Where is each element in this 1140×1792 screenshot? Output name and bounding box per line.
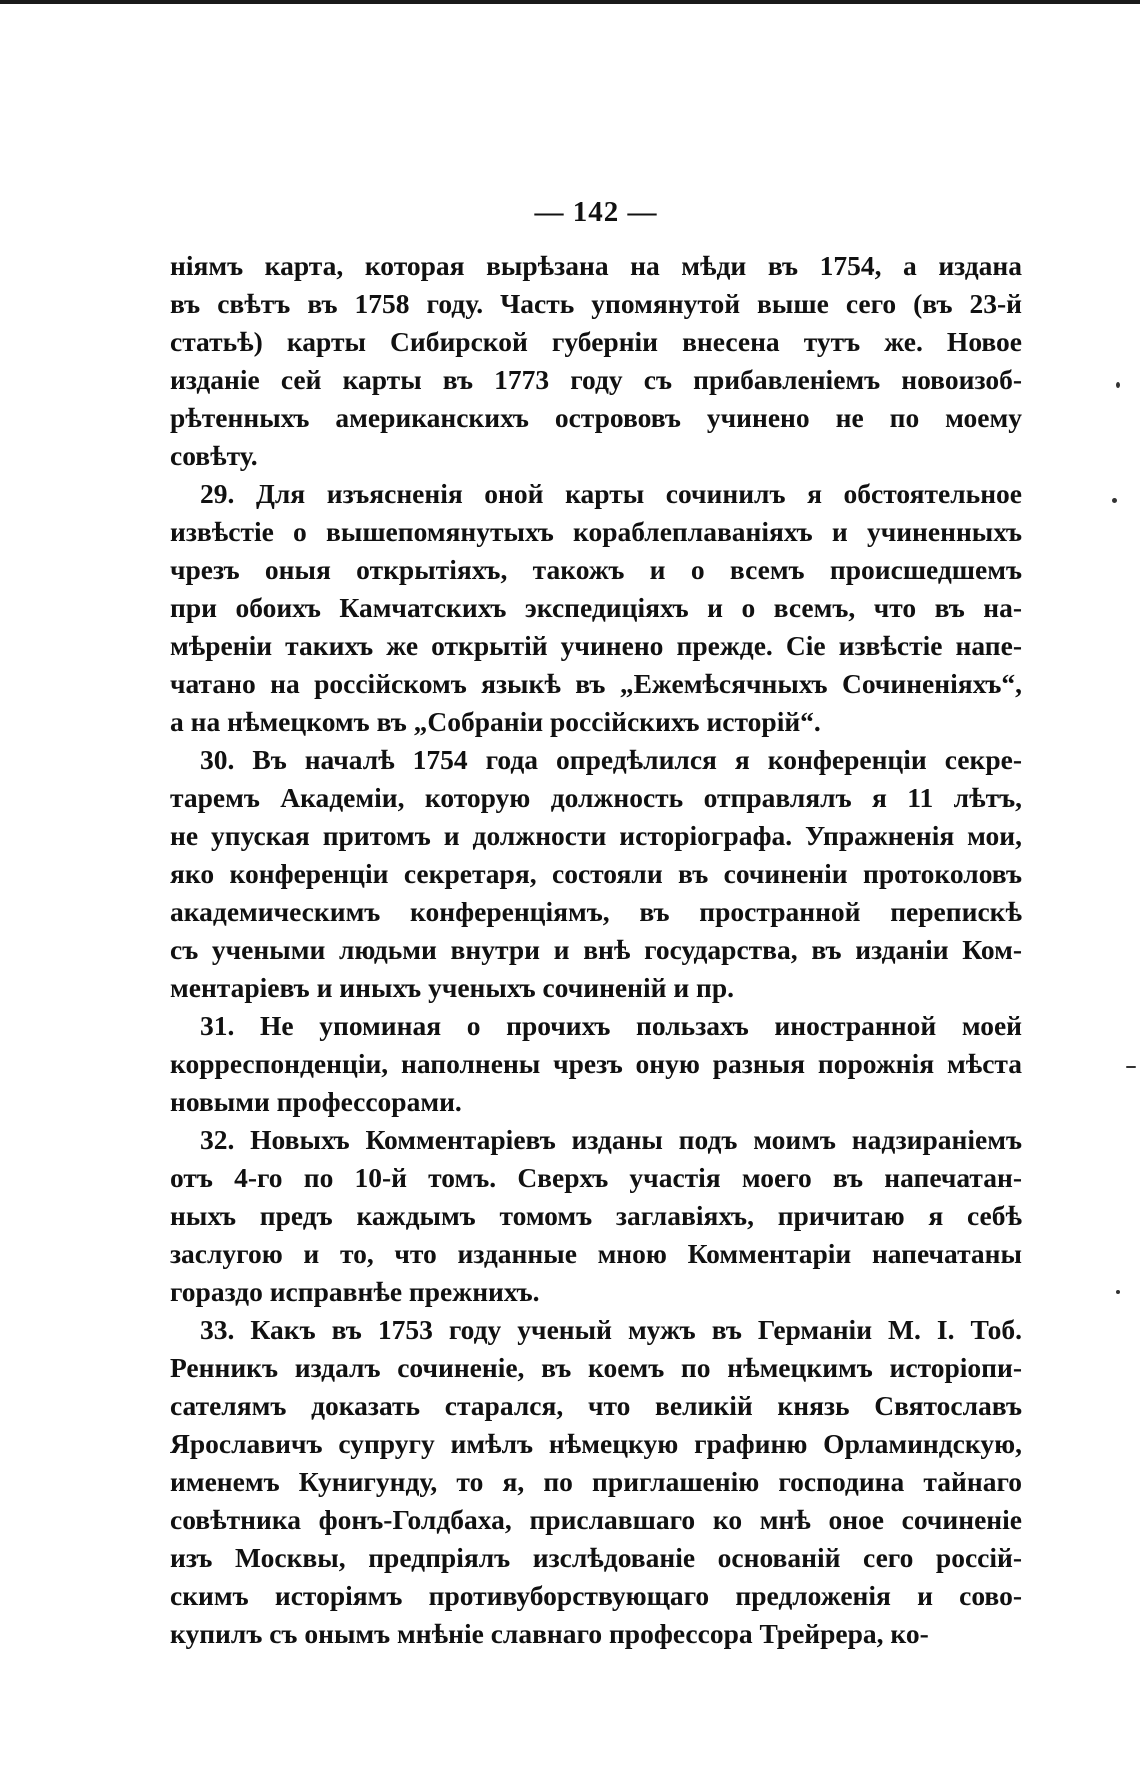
text-line: сателямъ доказать старался, что великій князь Святославъ bbox=[170, 1390, 1022, 1421]
text-line: академическимъ конференціямъ, въ пространной перепискѣ bbox=[170, 896, 1022, 927]
text-body bbox=[170, 247, 1022, 1653]
text-line: статьѣ) карты Сибирской губерніи внесена тутъ же. Новое bbox=[170, 326, 1022, 357]
text-line: извѣстіе о вышепомянутыхъ кораблеплаваніяхъ и учиненныхъ bbox=[170, 516, 1022, 547]
text-line: мѣреніи такихъ же открытій учинено прежде. Сіе извѣстіе напе- bbox=[170, 630, 1022, 661]
text-line: 31. Не упоминая о прочихъ пользахъ иностранной моей bbox=[200, 1010, 1022, 1041]
text-line: а на нѣмецкомъ въ „Собраніи россійскихъ исторій“. bbox=[170, 706, 821, 737]
text-line: въ свѣтъ въ 1758 году. Часть упомянутой выше сего (въ 23-й bbox=[170, 288, 1022, 319]
text-line: Ярославичъ супругу имѣлъ нѣмецкую графиню Орламиндскую, bbox=[170, 1428, 1022, 1459]
text-line: совѣту. bbox=[170, 440, 258, 471]
paragraph-p-cont bbox=[170, 247, 1022, 475]
text-line: именемъ Кунигунду, то я, по приглашенію господина тайнаго bbox=[170, 1466, 1022, 1497]
text-line: отъ 4-го по 10-й томъ. Сверхъ участія моего въ напечатан- bbox=[170, 1162, 1022, 1193]
text-line: яко конференціи секретаря, состояли въ сочиненіи протоколовъ bbox=[170, 858, 1022, 889]
text-line: скимъ исторіямъ противуборствующаго предложенія и сово- bbox=[170, 1580, 1022, 1611]
text-line: совѣтника фонъ-Голдбаха, приславшаго ко мнѣ оное сочиненіе bbox=[170, 1504, 1022, 1535]
paragraph-p33 bbox=[170, 1311, 1022, 1653]
text-line: 29. Для изъясненія оной карты сочинилъ я обстоятельное bbox=[200, 478, 1022, 509]
text-line: ніямъ карта, которая вырѣзана на мѣди въ 1754, а издана bbox=[170, 250, 1022, 281]
paragraph-p30 bbox=[170, 741, 1022, 1007]
margin-speck bbox=[1126, 1066, 1136, 1068]
paragraph-p31 bbox=[170, 1007, 1022, 1121]
text-line: новыми профессорами. bbox=[170, 1086, 462, 1117]
margin-speck bbox=[1116, 1290, 1120, 1294]
text-line: таремъ Академіи, которую должность отправлялъ я 11 лѣтъ, bbox=[170, 782, 1022, 813]
text-line: при обоихъ Камчатскихъ экспедиціяхъ и о всемъ, что въ на- bbox=[170, 592, 1022, 623]
text-line: ментаріевъ и иныхъ ученыхъ сочиненій и пр. bbox=[170, 972, 735, 1003]
margin-speck bbox=[1116, 382, 1120, 388]
text-line: изданіе сей карты въ 1773 году съ прибавленіемъ новоизоб- bbox=[170, 364, 1022, 395]
margin-speck bbox=[1112, 498, 1117, 503]
text-line: гораздо исправнѣе прежнихъ. bbox=[170, 1276, 540, 1307]
text-line: чрезъ оныя открытіяхъ, такожъ и о всемъ происшедшемъ bbox=[170, 554, 1022, 585]
text-line: чатано на россійскомъ языкѣ въ „Ежемѣсячныхъ Сочиненіяхъ“, bbox=[170, 668, 1022, 699]
text-line: корреспонденціи, наполнены чрезъ оную разныя порожнія мѣста bbox=[170, 1048, 1022, 1079]
top-border bbox=[0, 0, 1140, 4]
text-line: изъ Москвы, предпріялъ изслѣдованіе основаній сего россій- bbox=[170, 1542, 1022, 1573]
text-line: съ учеными людьми внутри и внѣ государства, въ изданіи Ком- bbox=[170, 934, 1022, 965]
text-line: ныхъ предъ каждымъ томомъ заглавіяхъ, причитаю я себѣ bbox=[170, 1200, 1022, 1231]
text-line: заслугою и то, что изданные мною Комментаріи напечатаны bbox=[170, 1238, 1022, 1269]
text-line: не упуская притомъ и должности исторіографа. Упражненія мои, bbox=[170, 820, 1022, 851]
paragraph-p32 bbox=[170, 1121, 1022, 1311]
text-line: рѣтенныхъ американскихъ острововъ учинено не по моему bbox=[170, 402, 1022, 433]
page-body bbox=[170, 196, 1022, 1653]
text-line: 30. Въ началѣ 1754 года опредѣлился я конференціи секре- bbox=[200, 744, 1022, 775]
text-line: 32. Новыхъ Комментаріевъ изданы подъ моимъ надзираніемъ bbox=[200, 1124, 1022, 1155]
text-line: Ренникъ издалъ сочиненіе, въ коемъ по нѣмецкимъ исторіопи- bbox=[170, 1352, 1022, 1383]
text-line: купилъ съ онымъ мнѣніе славнаго профессора Трейрера, ко- bbox=[170, 1618, 929, 1649]
paragraph-p29 bbox=[170, 475, 1022, 741]
page-number: — 142 — bbox=[534, 196, 658, 228]
text-line: 33. Какъ въ 1753 году ученый мужъ въ Германіи М. І. Тоб. bbox=[200, 1314, 1022, 1345]
